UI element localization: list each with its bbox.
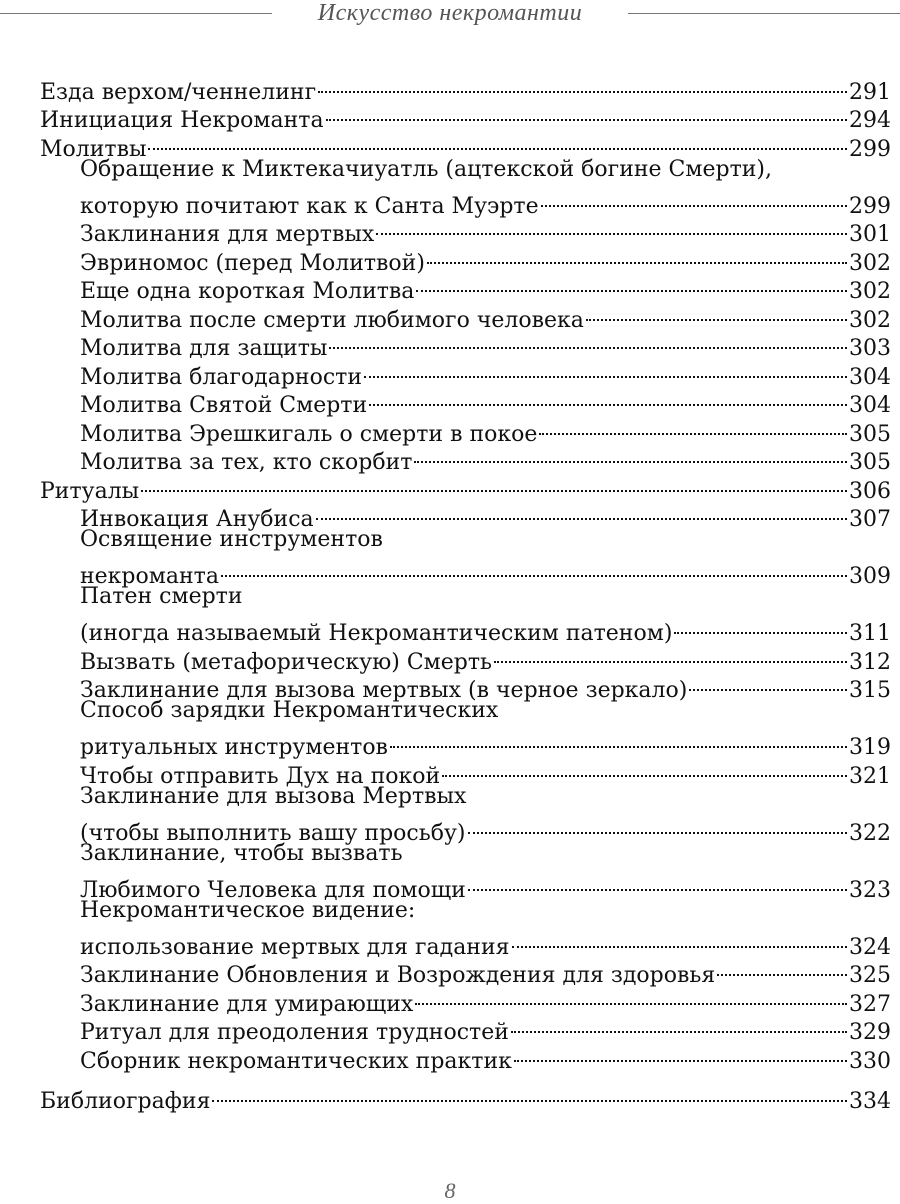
toc-dot-leader	[511, 1011, 847, 1040]
toc-entry-title-line1: Некромантическое видение:	[80, 897, 416, 923]
toc-entry-title: которую почитают как к Санта Муэрте	[80, 193, 539, 219]
toc-entry-title-line1: Способ зарядки Некромантических	[80, 698, 499, 723]
toc-dot-leader	[221, 555, 847, 584]
toc-entry-title: Библиография	[40, 1089, 211, 1114]
toc-entry-page: 302	[849, 250, 891, 276]
toc-entry-page: 291	[849, 79, 891, 105]
toc-entry-page: 294	[849, 108, 891, 133]
toc-dot-leader	[318, 70, 847, 99]
toc-entry-title: Инвокация Анубиса	[80, 507, 314, 532]
toc-entry-title: использование мертвых для гадания	[80, 934, 510, 960]
page-number: 8	[444, 1178, 456, 1203]
toc-entry-title-line1: Освящение инструментов	[80, 527, 383, 552]
toc-entry-page: 301	[849, 222, 891, 247]
toc-entry	[40, 498, 891, 532]
toc-entry-page: 309	[849, 564, 891, 589]
toc-dot-leader	[717, 954, 847, 983]
toc-entry	[40, 868, 891, 903]
toc-dot-leader	[586, 298, 847, 327]
toc-entry	[40, 70, 891, 105]
toc-dot-leader	[416, 270, 847, 299]
toc-entry-page: 327	[849, 991, 891, 1017]
toc-entry-page: 302	[849, 307, 891, 333]
toc-entry-title: Эвриномос (перед Молитвой)	[80, 250, 425, 276]
toc-dot-leader	[414, 441, 847, 470]
toc-entry-page: 315	[849, 678, 891, 703]
toc-dot-leader	[468, 811, 848, 840]
toc-dot-leader	[442, 754, 847, 783]
toc-entry-first-line	[40, 783, 891, 812]
toc-entry-title: Ритуалы	[40, 478, 140, 504]
toc-entry-page: 303	[849, 336, 891, 361]
toc-entry-page: 329	[849, 1020, 891, 1045]
toc-entry-title: Молитва благодарности	[80, 364, 362, 390]
toc-entry-title-line1: Патен смерти	[80, 584, 243, 609]
toc-entry-page: 325	[849, 963, 891, 988]
toc-dot-leader	[468, 868, 847, 897]
toc-dot-leader	[415, 982, 847, 1011]
toc-entry-first-line	[40, 156, 891, 185]
toc-entry-title: Молитва Святой Смерти	[80, 393, 368, 418]
toc-dot-leader	[512, 925, 847, 954]
toc-entry-page: 307	[849, 507, 891, 532]
toc-entry-title: (иногда называемый Некромантическим патеном)	[80, 621, 673, 646]
toc-entry-page: 305	[849, 450, 891, 475]
toc-entry-title: Заклинание Обновления и Возрождения для здоровья	[80, 963, 716, 988]
toc-dot-leader	[674, 612, 847, 641]
toc-entry	[40, 469, 891, 504]
toc-entry-title: ритуальных инструментов	[80, 735, 388, 760]
toc-dot-leader	[364, 355, 847, 384]
header-rule-left	[0, 13, 272, 14]
header-rule-right	[628, 13, 900, 14]
toc-entry-page: 319	[849, 735, 891, 760]
toc-entry-title: Инициация Некроманта	[40, 108, 324, 133]
toc-entry-page: 334	[849, 1089, 891, 1114]
toc-entry-title: Любимого Человека для помощи	[80, 877, 466, 903]
toc-entry-title: Молитва для защиты	[80, 336, 328, 361]
toc-entry-first-line	[40, 526, 891, 555]
toc-entry-page: 299	[849, 193, 891, 219]
toc-entry-title: Заклинания для мертвых	[80, 222, 375, 247]
toc-dot-leader	[494, 640, 847, 669]
toc-dot-leader	[369, 384, 847, 413]
toc-entry-title: Заклинание для умирающих	[80, 991, 414, 1017]
toc-entry-page: 322	[849, 820, 891, 846]
toc-dot-leader	[427, 241, 847, 270]
toc-entry-page: 306	[849, 478, 891, 504]
toc-entry-page: 304	[849, 393, 891, 418]
toc-entry	[40, 555, 891, 589]
toc-entry-title: Езда верхом/ченнелинг	[40, 79, 317, 105]
toc-entry-page: 304	[849, 364, 891, 390]
toc-entry-title: Ритуал для преодоления трудностей	[80, 1020, 509, 1045]
toc-entry	[40, 925, 891, 960]
toc-entry-page: 299	[849, 136, 891, 162]
toc-entry	[40, 127, 891, 162]
toc-entry-title: Молитва после смерти любимого человека	[80, 307, 584, 333]
toc-dot-leader	[541, 184, 847, 213]
toc-entry-page: 324	[849, 934, 891, 960]
toc-entry-title: Молитва за тех, кто скорбит	[80, 450, 413, 475]
toc-entry-title: Вызвать (метафорическую) Смерть	[80, 649, 493, 675]
toc-dot-leader	[148, 127, 847, 156]
toc-dot-leader	[141, 469, 847, 498]
toc-dot-leader	[539, 412, 847, 441]
toc-entry-page: 330	[849, 1048, 891, 1074]
toc-entry-title: Чтобы отправить Дух на покой	[80, 763, 441, 789]
toc-dot-leader	[316, 498, 847, 527]
toc-entry	[40, 726, 891, 760]
toc-entry-title: Еще одна короткая Молитва	[80, 279, 415, 304]
toc-entry-page: 305	[849, 421, 891, 447]
toc-dot-leader	[390, 726, 847, 755]
toc-entry	[40, 184, 891, 219]
toc-dot-leader	[376, 213, 847, 242]
toc-entry-title: некроманта	[80, 564, 219, 589]
toc-entry	[40, 612, 891, 646]
toc-entry-title-line1: Обращение к Миктекачиуатль (ацтекской богине Смерти),	[80, 156, 772, 182]
toc-entry-page: 302	[849, 279, 891, 304]
toc-entry-title: (чтобы выполнить вашу просьбу)	[80, 820, 466, 846]
table-of-contents	[40, 70, 891, 1114]
toc-entry-page: 321	[849, 763, 891, 789]
toc-entry-first-line	[40, 583, 891, 612]
toc-entry-page: 323	[849, 877, 891, 903]
toc-entry	[40, 1080, 891, 1114]
toc-entry-first-line	[40, 840, 891, 869]
toc-dot-leader	[329, 327, 847, 356]
toc-entry-title-line1: Заклинание для вызова Мертвых	[80, 783, 467, 809]
toc-entry	[40, 811, 891, 846]
toc-dot-leader	[326, 99, 847, 128]
running-header	[0, 0, 900, 30]
toc-entry-title: Молитвы	[40, 136, 147, 162]
toc-entry-page: 312	[849, 649, 891, 675]
toc-entry-title: Заклинание для вызова мертвых (в черное зеркало)	[80, 678, 688, 703]
toc-entry-title: Молитва Эрешкигаль о смерти в покое	[80, 421, 538, 447]
toc-entry-page: 311	[849, 621, 891, 646]
toc-dot-leader	[514, 1039, 847, 1068]
toc-entry-title-line1: Заклинание, чтобы вызвать	[80, 840, 403, 866]
toc-entry-first-line	[40, 697, 891, 726]
toc-dot-leader	[212, 1080, 847, 1109]
toc-entry-title: Сборник некромантических практик	[80, 1048, 512, 1074]
toc-dot-leader	[689, 669, 847, 698]
running-header-title: Искусство некромантии	[317, 0, 583, 26]
